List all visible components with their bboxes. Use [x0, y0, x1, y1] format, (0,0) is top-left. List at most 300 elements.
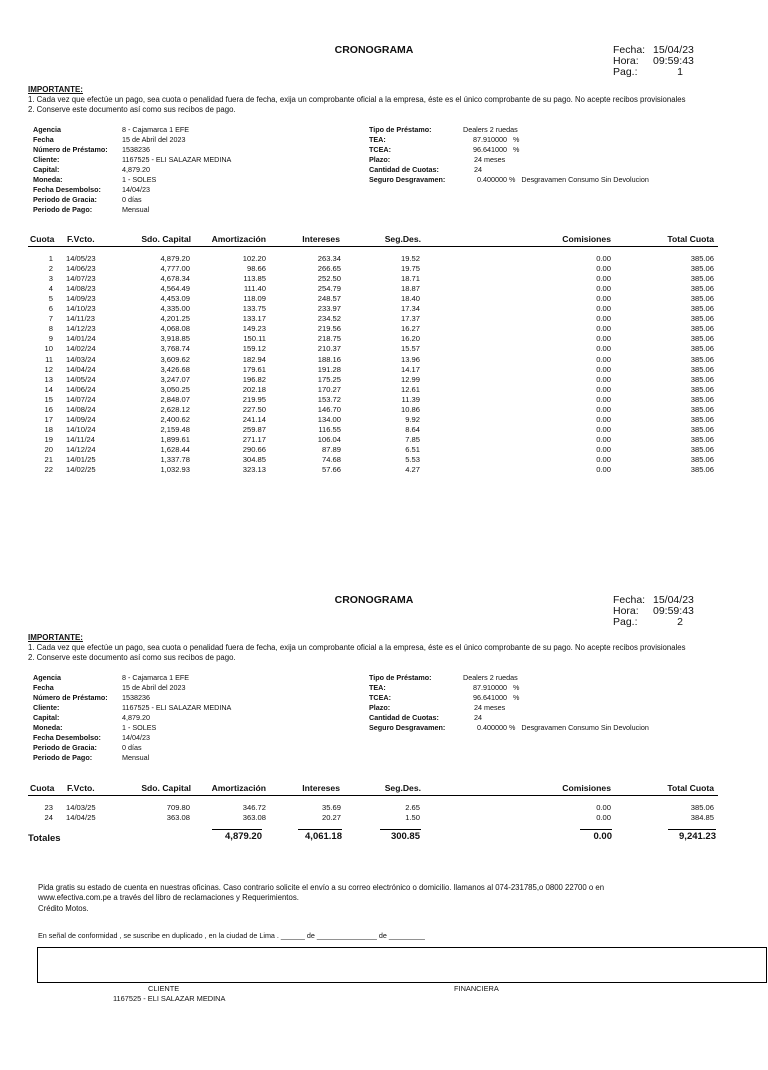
important-note-1: 1. Cada vez que efectúe un pago, sea cuota o penalidad fuera de fecha, exija un comprobante oficial a la empresa, éste es el único comprobante de su pago. No acepte recibos provisionales [28, 95, 686, 104]
cliente-name: 1167525 - ELI SALAZAR MEDINA [113, 994, 226, 1003]
cell-intereses: 170.27 [317, 384, 341, 394]
cell-total-cuota: 385.06 [690, 304, 714, 314]
table-row [0, 813, 768, 823]
info-label: Agencia [33, 125, 61, 134]
terms-label: TEA: [369, 135, 386, 144]
cell-fvcto: 14/09/24 [66, 414, 96, 424]
cell-comisiones: 0.00 [596, 394, 611, 404]
loan-terms-labels [369, 125, 445, 185]
table-row [0, 324, 768, 334]
info-label: Periodo de Gracia: [33, 195, 97, 204]
info-value: 8 - Cajamarca 1 EFE [122, 125, 190, 134]
cell-sdo-capital: 1,032.93 [160, 465, 190, 475]
cell-cuota: 24 [44, 813, 53, 822]
cell-sdo-capital: 2,848.07 [160, 394, 190, 404]
cell-amortizacion: 113.85 [243, 274, 266, 284]
table-row [0, 334, 768, 344]
cell-cuota: 12 [44, 364, 53, 374]
terms-label: Plazo: [369, 703, 391, 712]
cell-comisiones: 0.00 [596, 364, 611, 374]
cell-intereses: 87.89 [321, 444, 341, 454]
seguro-desc: Desgravamen Consumo Sin Devolucion [521, 175, 649, 184]
cell-intereses: 263.34 [317, 254, 341, 263]
info-value: 1538236 [122, 145, 150, 154]
cell-sdo-capital: 2,628.12 [160, 404, 190, 414]
info-label: Fecha [33, 683, 54, 692]
cell-intereses: 74.68 [321, 455, 341, 464]
cell-sdo-capital: 4,777.00 [160, 264, 190, 274]
loan-terms-values [463, 673, 649, 733]
cell-sdo-capital: 4,564.49 [160, 284, 190, 294]
col-header-fvcto: F.Vcto. [67, 234, 95, 244]
info-label: Cliente: [33, 703, 60, 712]
cell-amortizacion: 219.95 [242, 394, 266, 404]
cell-comisiones: 0.00 [596, 314, 611, 324]
cell-segdes: 18.71 [400, 274, 420, 284]
info-label: Número de Préstamo: [33, 693, 108, 702]
cell-segdes: 17.37 [400, 314, 420, 324]
info-label: Cliente: [33, 155, 60, 164]
cell-comisiones: 0.00 [596, 444, 611, 454]
cell-sdo-capital: 4,678.34 [160, 274, 190, 284]
info-value: 1538236 [122, 693, 150, 702]
cell-comisiones: 0.00 [596, 274, 611, 284]
cell-sdo-capital: 1,337.78 [160, 455, 190, 464]
cell-fvcto: 14/12/23 [66, 324, 96, 334]
footer-note-line-2: www.efectiva.com.pe a través del libro de reclamaciones y Requerimientos. [38, 893, 299, 902]
info-label: Capital: [33, 165, 60, 174]
cell-amortizacion: 241.14 [242, 414, 266, 424]
cell-cuota: 15 [44, 394, 53, 404]
info-value: 1167525 - ELI SALAZAR MEDINA [122, 155, 232, 164]
cell-fvcto: 14/04/24 [66, 364, 96, 374]
header-rule [28, 795, 718, 796]
cell-intereses: 153.72 [317, 394, 341, 404]
cell-comisiones: 0.00 [596, 264, 611, 274]
cell-cuota: 4 [48, 284, 53, 294]
cell-total-cuota: 385.06 [690, 444, 714, 454]
cell-comisiones: 0.00 [596, 803, 611, 812]
table-row [0, 465, 768, 475]
terms-label: Plazo: [369, 155, 391, 164]
cell-cuota: 9 [48, 334, 53, 344]
cell-segdes: 12.99 [400, 374, 420, 384]
schedule-page-1 [0, 0, 768, 520]
cell-cuota: 18 [44, 424, 53, 434]
cell-sdo-capital: 3,609.62 [160, 354, 190, 364]
cell-fvcto: 14/02/24 [66, 344, 96, 354]
cell-total-cuota: 385.06 [690, 803, 714, 812]
table-row [0, 405, 768, 415]
cell-segdes: 14.17 [400, 364, 420, 374]
total-underline [298, 829, 342, 830]
cell-total-cuota: 385.06 [690, 434, 714, 444]
cell-amortizacion: 290.66 [242, 444, 266, 454]
info-label: Fecha [33, 135, 54, 144]
pag-label: Pag.: [613, 616, 638, 628]
cuotas-value: 24 [474, 165, 482, 174]
cell-cuota: 7 [48, 314, 53, 324]
table-row [0, 284, 768, 294]
cell-fvcto: 14/02/25 [66, 465, 96, 475]
cell-sdo-capital: 709.80 [166, 803, 190, 812]
total-underline [668, 829, 716, 830]
info-label: Periodo de Pago: [33, 753, 93, 762]
cell-intereses: 266.65 [317, 264, 341, 274]
fecha-value: 15/04/23 [653, 44, 694, 56]
page-title: CRONOGRAMA [334, 594, 414, 606]
fecha-label: Fecha: [613, 44, 646, 56]
info-label: Periodo de Gracia: [33, 743, 97, 752]
cell-sdo-capital: 4,068.08 [160, 324, 190, 334]
seguro-value: 0.400000 % [477, 175, 516, 184]
total-segdes: 300.85 [390, 831, 420, 842]
info-value: 0 días [122, 743, 142, 752]
cell-segdes: 10.86 [400, 404, 420, 414]
cell-comisiones: 0.00 [596, 813, 611, 822]
cell-segdes: 6.51 [405, 444, 420, 454]
terms-label: TEA: [369, 683, 386, 692]
cell-sdo-capital: 1,628.44 [160, 444, 190, 454]
hora-label: Hora: [613, 55, 639, 67]
info-label: Moneda: [33, 723, 63, 732]
hora-value: 09:59:43 [653, 55, 694, 67]
cell-segdes: 18.87 [400, 284, 420, 294]
table-row [0, 395, 768, 405]
cell-cuota: 2 [48, 264, 53, 274]
terms-label: Tipo de Préstamo: [369, 125, 432, 134]
info-value: 14/04/23 [122, 185, 150, 194]
important-heading: IMPORTANTE: [28, 85, 83, 94]
table-row [0, 803, 768, 813]
info-label: Capital: [33, 713, 60, 722]
page-title: CRONOGRAMA [334, 44, 414, 56]
cell-sdo-capital: 2,400.62 [160, 414, 190, 424]
terms-label: Seguro Desgravamen: [369, 175, 446, 184]
cell-fvcto: 14/11/23 [66, 314, 95, 324]
terms-label: TCEA: [369, 693, 391, 702]
col-header-sdo-capital: Sdo. Capital [141, 783, 191, 793]
info-label: Número de Préstamo: [33, 145, 108, 154]
cell-sdo-capital: 3,768.74 [160, 344, 190, 354]
info-label: Periodo de Pago: [33, 205, 93, 214]
cell-amortizacion: 133.17 [242, 314, 266, 324]
cell-intereses: 188.16 [317, 354, 341, 364]
cell-intereses: 252.50 [317, 274, 341, 284]
col-header-amortizacion: Amortización [211, 783, 266, 793]
cell-amortizacion: 182.94 [242, 354, 266, 364]
cuotas-value: 24 [474, 713, 482, 722]
table-row [0, 435, 768, 445]
cell-cuota: 8 [48, 324, 53, 334]
cell-comisiones: 0.00 [596, 324, 611, 334]
col-header-cuota: Cuota [30, 783, 55, 793]
cell-intereses: 106.04 [317, 434, 341, 444]
header-rule [28, 246, 718, 247]
col-header-segdes: Seg.Des. [384, 234, 421, 244]
cell-comisiones: 0.00 [596, 374, 611, 384]
cell-segdes: 1.50 [405, 813, 420, 822]
cell-fvcto: 14/08/23 [66, 284, 96, 294]
tipo-value: Dealers 2 ruedas [463, 673, 518, 682]
cell-segdes: 13.96 [400, 354, 420, 364]
cell-segdes: 9.92 [405, 414, 420, 424]
table-row [0, 344, 768, 354]
cell-cuota: 13 [44, 374, 53, 384]
col-header-sdo-capital: Sdo. Capital [141, 234, 191, 244]
cell-total-cuota: 385.06 [690, 254, 714, 263]
cell-comisiones: 0.00 [596, 344, 611, 354]
cell-intereses: 218.75 [317, 334, 341, 344]
terms-label: Cantidad de Cuotas: [369, 165, 439, 174]
cell-total-cuota: 385.06 [690, 284, 714, 294]
table-row [0, 314, 768, 324]
table-row [0, 415, 768, 425]
tcea-unit: % [512, 145, 520, 154]
col-header-intereses: Intereses [302, 234, 340, 244]
cell-total-cuota: 385.06 [690, 324, 714, 334]
cell-fvcto: 14/10/23 [66, 304, 96, 314]
info-value: 15 de Abril del 2023 [122, 683, 186, 692]
cell-segdes: 7.85 [405, 434, 420, 444]
cell-intereses: 35.69 [321, 803, 341, 812]
cell-segdes: 11.39 [401, 394, 420, 404]
cell-cuota: 21 [44, 455, 53, 464]
fecha-value: 15/04/23 [653, 594, 694, 606]
cell-amortizacion: 363.08 [242, 813, 266, 822]
cell-total-cuota: 385.06 [690, 294, 714, 304]
cell-segdes: 16.20 [400, 334, 420, 344]
table-row [0, 294, 768, 304]
cell-comisiones: 0.00 [596, 465, 611, 475]
cell-amortizacion: 323.13 [242, 465, 266, 475]
cell-total-cuota: 385.06 [690, 465, 714, 475]
info-value: 1167525 - ELI SALAZAR MEDINA [122, 703, 232, 712]
schedule-page-2 [0, 550, 768, 1070]
table-row [0, 375, 768, 385]
loan-info-labels [33, 673, 108, 763]
footer-note-line-3: Crédito Motos. [38, 904, 89, 913]
col-header-fvcto: F.Vcto. [67, 783, 95, 793]
totals-label: Totales [28, 833, 61, 844]
cell-amortizacion: 179.61 [242, 364, 266, 374]
loan-info-values [122, 125, 231, 215]
cell-amortizacion: 133.75 [242, 304, 266, 314]
cell-fvcto: 14/05/23 [66, 254, 96, 263]
cell-sdo-capital: 4,335.00 [160, 304, 190, 314]
cell-comisiones: 0.00 [596, 304, 611, 314]
cell-fvcto: 14/09/23 [66, 294, 96, 304]
cell-fvcto: 14/08/24 [66, 404, 96, 414]
col-header-total-cuota: Total Cuota [667, 783, 714, 793]
cell-total-cuota: 385.06 [690, 424, 714, 434]
hora-value: 09:59:43 [653, 605, 694, 617]
cell-amortizacion: 102.20 [242, 254, 266, 263]
info-value: 8 - Cajamarca 1 EFE [122, 673, 190, 682]
total-intereses: 4,061.18 [305, 831, 342, 842]
cell-cuota: 6 [48, 304, 53, 314]
cell-segdes: 18.40 [400, 294, 420, 304]
info-value: 0 días [122, 195, 142, 204]
cell-amortizacion: 150.11 [243, 334, 266, 344]
cell-sdo-capital: 4,879.20 [160, 254, 190, 263]
important-note-2: 2. Conserve este documento así como sus recibos de pago. [28, 653, 236, 662]
total-underline [580, 829, 612, 830]
tcea-value: 96.641000 [473, 145, 507, 154]
cell-cuota: 17 [44, 414, 53, 424]
page-number: 1 [677, 66, 683, 78]
cell-segdes: 19.52 [400, 254, 420, 263]
table-row [0, 425, 768, 435]
cell-sdo-capital: 4,453.09 [160, 294, 190, 304]
cell-amortizacion: 202.18 [242, 384, 266, 394]
fecha-label: Fecha: [613, 594, 646, 606]
cell-amortizacion: 304.85 [242, 455, 266, 464]
cell-fvcto: 14/06/23 [66, 264, 96, 274]
col-header-total-cuota: Total Cuota [667, 234, 714, 244]
cell-total-cuota: 385.06 [690, 414, 714, 424]
cliente-signature-label: CLIENTE [148, 984, 180, 993]
tea-value: 87.910000 [473, 683, 507, 692]
cell-sdo-capital: 3,247.07 [160, 374, 190, 384]
loan-info-values [122, 673, 231, 763]
cell-fvcto: 14/07/23 [66, 274, 96, 284]
plazo-value: 24 meses [474, 703, 506, 712]
table-row [0, 445, 768, 455]
terms-label: TCEA: [369, 145, 391, 154]
total-comisiones: 0.00 [593, 831, 612, 842]
cell-fvcto: 14/03/25 [66, 803, 96, 812]
cell-sdo-capital: 1,899.61 [160, 434, 190, 444]
cell-amortizacion: 111.40 [243, 284, 266, 294]
total-cuota: 9,241.23 [679, 831, 716, 842]
info-value: Mensual [122, 753, 150, 762]
tea-unit: % [512, 683, 520, 692]
cell-intereses: 254.79 [317, 284, 341, 294]
cell-total-cuota: 385.06 [690, 314, 714, 324]
total-underline [380, 829, 421, 830]
cell-cuota: 5 [48, 294, 53, 304]
cell-segdes: 19.75 [400, 264, 420, 274]
cell-total-cuota: 385.06 [690, 364, 714, 374]
important-heading: IMPORTANTE: [28, 633, 83, 642]
info-value: Mensual [122, 205, 150, 214]
table-row [0, 264, 768, 274]
cell-intereses: 134.00 [317, 414, 341, 424]
cell-intereses: 116.55 [318, 424, 341, 434]
cell-comisiones: 0.00 [596, 294, 611, 304]
cell-total-cuota: 385.06 [690, 264, 714, 274]
cell-amortizacion: 196.82 [242, 374, 266, 384]
info-value: 4,879.20 [122, 713, 150, 722]
cell-total-cuota: 385.06 [690, 404, 714, 414]
cell-amortizacion: 227.50 [242, 404, 266, 414]
page-number: 2 [677, 616, 683, 628]
financiera-signature-label: FINANCIERA [454, 984, 499, 993]
cell-cuota: 11 [45, 354, 53, 364]
total-amortizacion: 4,879.20 [225, 831, 262, 842]
col-header-amortizacion: Amortización [211, 234, 266, 244]
loan-info-labels [33, 125, 108, 215]
info-value: 4,879.20 [122, 165, 150, 174]
footer-note-line-1: Pida gratis su estado de cuenta en nuestras oficinas. Caso contrario solicite el envío a su correo electrónico o domicilio. llamanos al 074-231785,o 0800 22700 o en [38, 883, 605, 892]
cell-total-cuota: 385.06 [690, 354, 714, 364]
table-row [0, 254, 768, 264]
cell-intereses: 57.66 [321, 465, 341, 475]
cell-fvcto: 14/10/24 [66, 424, 96, 434]
cell-intereses: 175.25 [317, 374, 341, 384]
total-underline [212, 829, 262, 830]
table-row [0, 455, 768, 465]
cell-fvcto: 14/12/24 [66, 444, 96, 454]
loan-terms-values [463, 125, 649, 185]
terms-label: Tipo de Préstamo: [369, 673, 432, 682]
cell-comisiones: 0.00 [596, 384, 611, 394]
cell-amortizacion: 346.72 [242, 803, 266, 812]
tipo-value: Dealers 2 ruedas [463, 125, 518, 134]
cell-total-cuota: 385.06 [690, 384, 714, 394]
cell-cuota: 23 [44, 803, 53, 812]
info-label: Agencia [33, 673, 61, 682]
cell-intereses: 20.27 [321, 813, 341, 822]
cell-amortizacion: 98.66 [246, 264, 266, 274]
tcea-unit: % [512, 693, 520, 702]
cell-intereses: 248.57 [317, 294, 341, 304]
cell-intereses: 233.97 [317, 304, 341, 314]
pag-label: Pag.: [613, 66, 638, 78]
table-row [0, 355, 768, 365]
cell-segdes: 17.34 [400, 304, 420, 314]
table-row [0, 274, 768, 284]
table-row [0, 304, 768, 314]
col-header-comisiones: Comisiones [562, 234, 611, 244]
cell-segdes: 8.64 [405, 424, 420, 434]
hora-label: Hora: [613, 605, 639, 617]
table-row [0, 365, 768, 375]
col-header-comisiones: Comisiones [562, 783, 611, 793]
cell-fvcto: 14/03/24 [66, 354, 96, 364]
cell-total-cuota: 385.06 [690, 344, 714, 354]
cell-sdo-capital: 3,918.85 [160, 334, 190, 344]
cell-fvcto: 14/05/24 [66, 374, 96, 384]
cell-amortizacion: 159.12 [242, 344, 266, 354]
cell-comisiones: 0.00 [596, 424, 611, 434]
cell-sdo-capital: 4,201.25 [160, 314, 190, 324]
terms-label: Seguro Desgravamen: [369, 723, 446, 732]
cell-fvcto: 14/04/25 [66, 813, 96, 822]
col-header-cuota: Cuota [30, 234, 55, 244]
cell-comisiones: 0.00 [596, 254, 611, 263]
important-note-1: 1. Cada vez que efectúe un pago, sea cuota o penalidad fuera de fecha, exija un comprobante oficial a la empresa, éste es el único comprobante de su pago. No acepte recibos provisionales [28, 643, 686, 652]
cell-intereses: 219.56 [317, 324, 341, 334]
cell-sdo-capital: 2,159.48 [160, 424, 190, 434]
info-label: Moneda: [33, 175, 63, 184]
cell-total-cuota: 385.06 [690, 274, 714, 284]
cell-comisiones: 0.00 [596, 284, 611, 294]
cell-comisiones: 0.00 [596, 354, 611, 364]
info-value: 15 de Abril del 2023 [122, 135, 186, 144]
cell-intereses: 146.70 [317, 404, 341, 414]
cell-total-cuota: 385.06 [690, 334, 714, 344]
cell-sdo-capital: 3,050.25 [160, 384, 190, 394]
cell-cuota: 14 [44, 384, 53, 394]
cell-cuota: 20 [44, 444, 53, 454]
signature-box [37, 947, 767, 983]
cell-comisiones: 0.00 [596, 334, 611, 344]
tea-unit: % [512, 135, 520, 144]
cell-segdes: 12.61 [400, 384, 420, 394]
cell-cuota: 16 [44, 404, 53, 414]
